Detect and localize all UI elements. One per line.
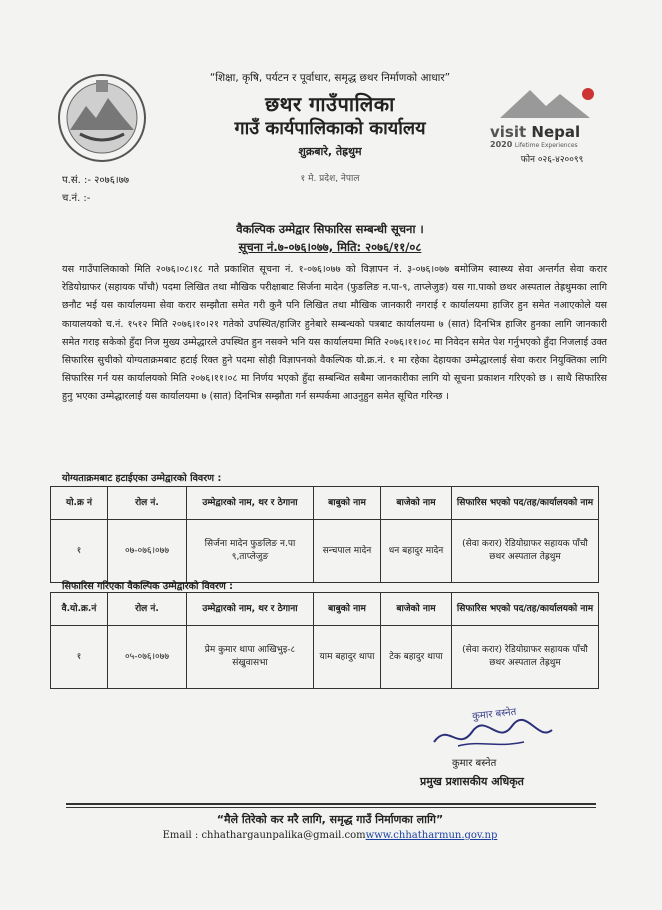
table-header: वै.यो.क्र.नं (51, 593, 108, 626)
removed-candidates-table (50, 486, 599, 583)
signature-stamp: कुमार बस्नेत (471, 706, 517, 723)
footer-divider (66, 803, 596, 805)
table-cell: सन्चपाल मादेन (314, 520, 381, 583)
footer-email: Email : chhathargaunpalika@gmail.com (162, 830, 366, 841)
footer-motto: “मैले तिरेको कर मरै लागि, समृद्ध गाउँ निर्माणका लागि” (216, 813, 444, 826)
signatory-name: कुमार बस्नेत (452, 758, 497, 769)
table-header: रोल नं. (108, 487, 187, 520)
notice-number: सूचना नं.७-०७६।०७७, मिति: २०७६/११/०८ (238, 240, 422, 254)
footer-website-link[interactable]: www.chhatharmun.gov.np (365, 830, 498, 841)
notice-body: यस गाउँपालिकाको मिति २०७६।०८।१८ गते प्रकाशित सूचना नं. १-०७६।०७७ को विज्ञापन नं. ३-०७६।०७७ बमोजिम स्वास्थ्य सेवा अन्तर्गत सेवा करार रेडियोग्राफर (सहायक पाँचौ) पदमा लिखित तथा मौखिक परीक्षाबाट सिर्जना मादेन (फुङलिङ न.पा-९, ताप्लेजुङ) यस गा.पाको छथर अस्पताल तेह्रथुमका लागि छनौट भई यस कार्यालयमा सेवा करार सम्झौता समेत गरी कुनै पनि लिखित तथा मौखिक जानकारी नगराई र कार्यालयमा हाजिर हुन समेत नआएकोले यस कायालयको च.नं. १५१२ मिति २०७६।१०।२१ गतेको उपस्थित/हाजिर हुनेबारे सम्बन्धको पत्रबाट कार्यालयमा ७ (सात) दिनभित्र हाजिर हुनका लागि जानकारी समेत गराइ सकेको हुँदा निज मुख्य उम्मेद्धारले उपस्थित हुन नसक्ने भनि यस कार्यालयमा मिति २०७६।११।०८ मा निवेदन समेत पेश गर्नुभएको हुँदा निजलाई उक्त सिफारिस सुचीको योग्यताक्रमबाट हटाई रिक्त हुने पदमा सोही विज्ञापनको वैकल्पिक यो.क्र.नं. १ मा रहेका देहायका उम्मेद्धारलाई सेवा करार नियुक्तिका लागि सिफारिस गर्न यस कार्यालयको मिति २०७६।११।०८ मा निर्णय भएको हुँदा सम्बन्धित सबैमा जानकारीका लागि यो सूचना प्रकाशन गरिएको छ । साथै सिफारिस हुनु भएका उम्मेद्धारलाई यस कार्यालयमा ७ (सात) दिनभित्र सम्झौता गर्न सम्पर्कमा आउनुहुन समेत सूचित गरिन्छ । (62, 264, 607, 403)
table-header: बाबुको नाम (314, 487, 381, 520)
table-cell: (सेवा करार) रेडियोग्राफर सहायक पाँचौ छथर अस्पताल तेह्रथुम (452, 520, 599, 583)
table-row (51, 626, 599, 689)
table-header-row (51, 487, 599, 520)
table-cell: ०५-०७६।०७७ (108, 626, 187, 689)
dispatch-number: च.नं. :- (62, 193, 91, 204)
table-cell: (सेवा करार) रेडियोग्राफर सहायक पाँचौ छथर अस्पताल तेह्रथुम (452, 626, 599, 689)
signature-icon (428, 712, 558, 756)
table-cell: टेक बहादुर थापा (381, 626, 452, 689)
table-header: सिफारिस भएको पद/तह/कार्यालयको नाम (452, 593, 599, 626)
table-cell: धन बहादुर मादेन (381, 520, 452, 583)
office-phone: फोन ०२६-४२००९९ (520, 155, 584, 165)
office-address: शुक्रबारे, तेह्रथुम (298, 145, 362, 158)
table-header: उम्मेद्वारको नाम, थर र ठेगाना (187, 487, 314, 520)
notice-subject: वैकल्पिक उम्मेद्वार सिफारिस सम्बन्धी सूचना । (236, 222, 424, 236)
table-header: यो.क्र नं (51, 487, 108, 520)
nepal-emblem-icon (56, 72, 148, 164)
reference-number: प.सं. :- २०७६।७७ (62, 175, 130, 186)
recommended-candidates-table (50, 592, 599, 689)
mountain-logo-icon (490, 82, 610, 122)
table-header: बाजेको नाम (381, 593, 452, 626)
signatory-title: प्रमुख प्रशासकीय अधिकृत (420, 775, 524, 788)
table-cell: १ (51, 520, 108, 583)
table-row (51, 520, 599, 583)
table-header: बाबुको नाम (314, 593, 381, 626)
office-subtitle: गाउँ कार्यपालिकाको कार्यालय (234, 118, 426, 139)
table-cell: ०७-०७६।०७७ (108, 520, 187, 583)
visit-nepal-logo (490, 82, 610, 150)
footer-contact (120, 830, 540, 841)
footer-divider-thin (66, 807, 596, 808)
table-cell: याम बहादुर थापा (314, 626, 381, 689)
logo-year-text: 2020 (490, 140, 513, 149)
logo-tagline: Lifetime Experiences (514, 142, 578, 149)
removed-candidates-title: योग्यताक्रमबाट हटाईएका उम्मेद्वारको विवरण : (62, 473, 222, 484)
logo-nepal-text: Nepal (531, 123, 581, 141)
table-cell: १ (51, 626, 108, 689)
logo-visit-text: visit (490, 123, 527, 141)
header-stamp-text: १ मे. प्रदेश, नेपाल (300, 174, 360, 184)
table-header: बाजेको नाम (381, 487, 452, 520)
table-header: सिफारिस भएको पद/तह/कार्यालयको नाम (452, 487, 599, 520)
table-header: उम्मेद्वारको नाम, थर र ठेगाना (187, 593, 314, 626)
table-cell: प्रेम कुमार थापा आखिभुइ-८ संखुवासभा (187, 626, 314, 689)
office-motto: “शिक्षा, कृषि, पर्यटन र पूर्वाधार, समृद्ध छथर निर्माणको आधार” (209, 72, 451, 84)
table-header-row (51, 593, 599, 626)
table-header: रोल नं. (108, 593, 187, 626)
office-name: छथर गाउँपालिका (265, 92, 395, 116)
table-cell: सिर्जना मादेन फुङलिङ न.पा ९,ताप्लेजुङ (187, 520, 314, 583)
recommended-candidates-title: सिफारिस गरिएका वैकल्पिक उम्मेद्वारको विवरण : (62, 581, 234, 592)
